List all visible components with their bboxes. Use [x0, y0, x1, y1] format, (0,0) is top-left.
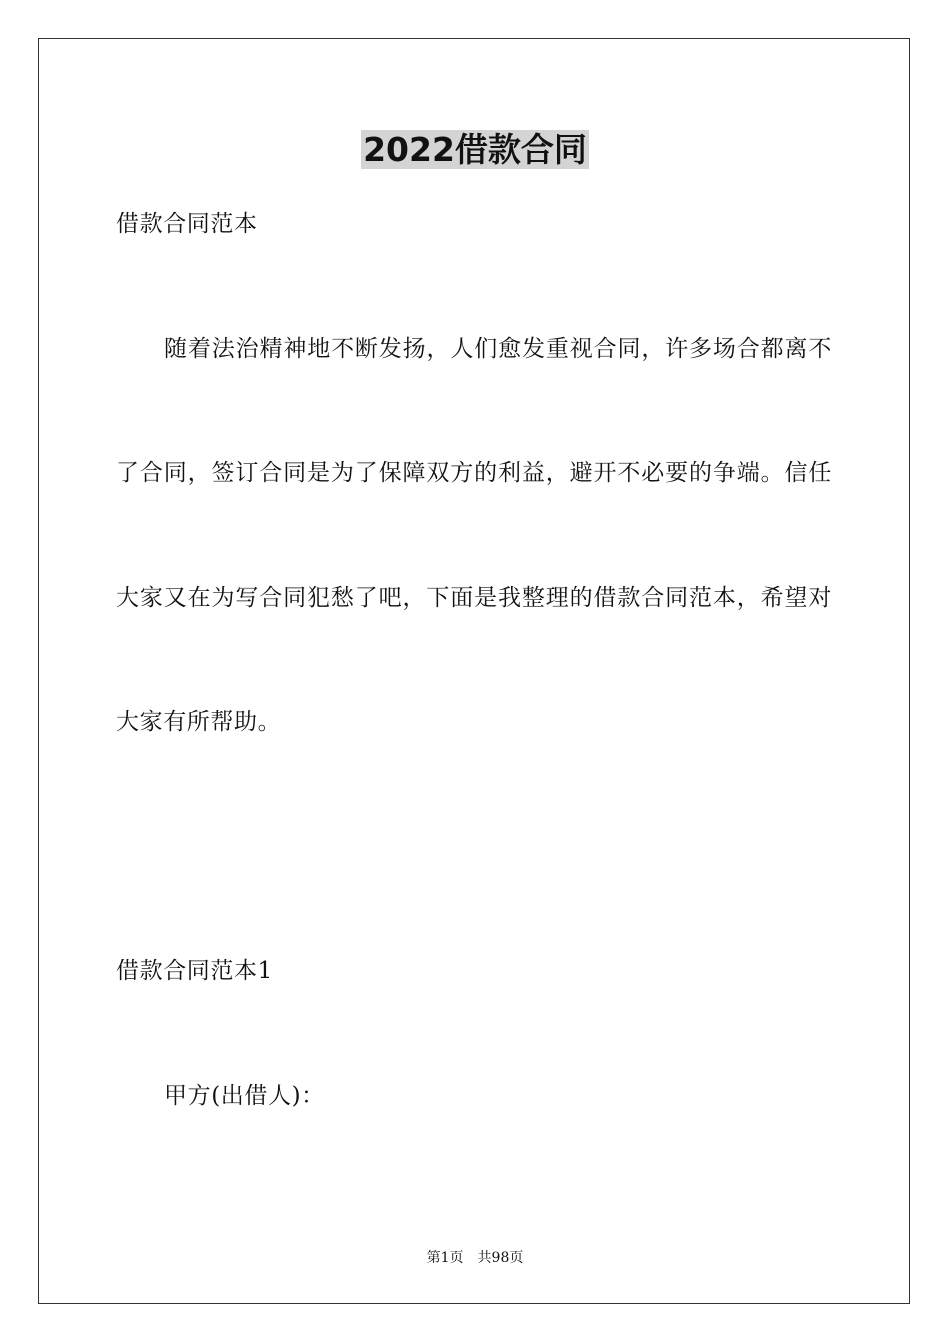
paragraph-line-3: 大家又在为写合同犯愁了吧，下面是我整理的借款合同范本，希望对: [116, 585, 832, 611]
party-a-label: 甲方(出借人)：: [164, 1083, 325, 1109]
paragraph-line-2: 了合同，签订合同是为了保障双方的利益，避开不必要的争端。信任: [116, 460, 832, 486]
paragraph-line-4: 大家有所帮助。: [116, 709, 282, 735]
section-heading: 借款合同范本1: [116, 958, 273, 984]
document-title-text: 2022借款合同: [363, 130, 587, 169]
page-footer: 第1页 共98页: [426, 1250, 524, 1266]
document-heading: 借款合同范本: [116, 211, 258, 237]
document-title: [0, 126, 950, 174]
paragraph-line-1: 随着法治精神地不断发扬，人们愈发重视合同，许多场合都离不: [164, 336, 832, 362]
